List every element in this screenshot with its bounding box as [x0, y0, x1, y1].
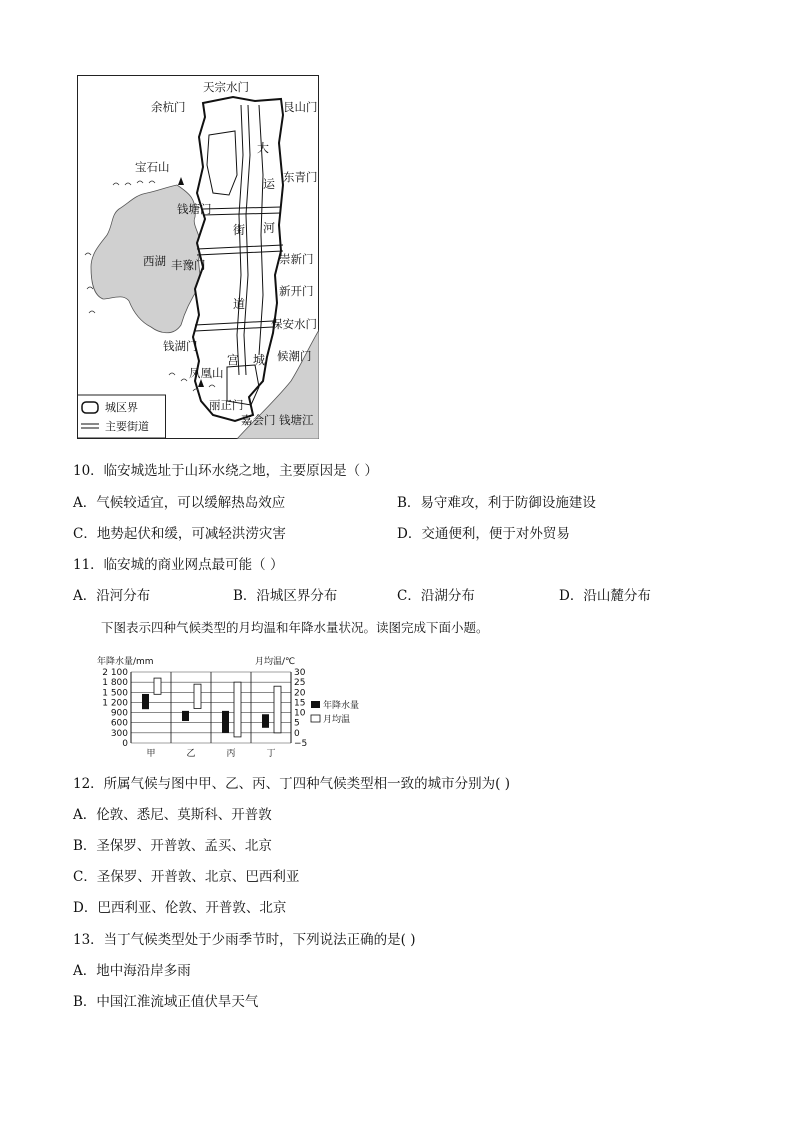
q12-option-a[interactable]: A．伦敦、悉尼、莫斯科、开普敦 — [73, 807, 272, 823]
chart-intro: 下图表示四种气候类型的月均温和年降水量状况。读图完成下面小题。 — [101, 620, 489, 635]
q12-option-c[interactable]: C．圣保罗、开普敦、北京、巴西利亚 — [73, 869, 300, 885]
canal-char-1: 大 — [257, 141, 270, 155]
left-tick-label: 1 500 — [102, 688, 128, 699]
climate-chart — [95, 655, 370, 760]
label-xinkai-gate: 新开门 — [279, 284, 314, 298]
q11-option-b[interactable]: B．沿城区界分布 — [233, 588, 338, 604]
chart-ylabel-right: 月均温/℃ — [255, 657, 296, 667]
q10-option-c[interactable]: C．地势起伏和缓，可减轻洪涝灾害 — [73, 526, 286, 542]
chart-ylabel-left: 年降水量/mm — [97, 657, 154, 667]
q11-option-c[interactable]: C．沿湖分布 — [397, 588, 475, 604]
q12-option-d[interactable]: D．巴西利亚、伦敦、开普敦、北京 — [73, 900, 287, 916]
street-char-2: 道 — [233, 297, 246, 311]
label-tianzong-water-gate: 天宗水门 — [203, 80, 249, 94]
precip-bar-甲 — [142, 694, 149, 709]
label-qiantang-river: 钱塘江 — [279, 413, 314, 427]
precip-bar-丙 — [222, 711, 229, 733]
baoshi-mountain-marker — [178, 177, 184, 185]
right-tick-label: 30 — [294, 668, 306, 678]
temp-bar-甲 — [154, 678, 161, 694]
right-tick-label: 0 — [294, 728, 300, 739]
label-west-lake: 西湖 — [143, 254, 166, 268]
left-tick-label: 2 100 — [102, 668, 128, 678]
legend-precip-label: 年降水量 — [323, 701, 360, 711]
label-chongxin-gate: 崇新门 — [279, 252, 314, 266]
left-tick-label: 300 — [110, 728, 128, 739]
palace-char-2: 城 — [253, 353, 266, 367]
q11-option-d[interactable]: D．沿山麓分布 — [559, 588, 651, 604]
label-houchao-gate: 候潮门 — [277, 349, 312, 363]
q13-stem: 13．当丁气候类型处于少雨季节时，下列说法正确的是( ) — [73, 932, 416, 948]
precip-bar-乙 — [182, 711, 189, 721]
label-baoan-water-gate: 保安水门 — [271, 317, 317, 331]
right-tick-label: 5 — [294, 718, 300, 729]
q10-stem: 10．临安城选址于山环水绕之地，主要原因是（ ） — [73, 463, 378, 479]
label-qianhu-gate: 钱湖门 — [163, 339, 198, 353]
legend-temp-swatch — [311, 715, 320, 722]
label-dongqing-gate: 东青门 — [283, 170, 318, 184]
lin-an-city-map — [77, 75, 319, 439]
precip-bar-丁 — [262, 714, 269, 728]
left-tick-label: 0 — [122, 739, 128, 749]
temp-bar-丙 — [234, 682, 241, 737]
legend-precip-swatch — [311, 701, 320, 708]
climate-chart-svg — [95, 655, 370, 760]
q12-option-b[interactable]: B．圣保罗、开普敦、孟买、北京 — [73, 838, 272, 854]
left-tick-label: 1 800 — [102, 678, 128, 689]
palace-char-1: 宫 — [227, 353, 240, 367]
label-fenghuang-mountain: 凤凰山 — [189, 366, 224, 380]
temp-bar-乙 — [194, 684, 201, 708]
left-tick-label: 900 — [110, 708, 128, 719]
left-tick-label: 1 200 — [102, 698, 128, 709]
label-baoshi-mountain: 宝石山 — [135, 160, 170, 174]
label-fengyu-gate: 丰豫门 — [171, 258, 206, 272]
canal-char-2: 运 — [263, 177, 276, 191]
right-tick-label: 10 — [294, 708, 306, 719]
label-qiantang-gate: 钱塘门 — [177, 202, 212, 216]
q13-option-a[interactable]: A．地中海沿岸多雨 — [73, 963, 191, 979]
category-label: 丁 — [266, 749, 276, 759]
label-lizheng-gate: 丽正门 — [209, 398, 244, 412]
street-char-1: 街 — [233, 223, 246, 237]
canal-char-3: 河 — [263, 221, 276, 235]
category-label: 甲 — [146, 749, 156, 759]
q11-option-a[interactable]: A．沿河分布 — [73, 588, 151, 604]
right-tick-label: 25 — [294, 678, 306, 689]
right-tick-label: 15 — [294, 698, 306, 709]
legend-temp-label: 月均温 — [323, 715, 351, 725]
label-genshan-gate: 艮山门 — [283, 100, 318, 114]
q12-stem: 12．所属气候与图中甲、乙、丙、丁四种气候类型相一致的城市分别为( ) — [73, 776, 511, 792]
category-label: 乙 — [186, 749, 196, 759]
q13-option-b[interactable]: B．中国江淮流域正值伏旱天气 — [73, 994, 259, 1010]
q10-option-d[interactable]: D．交通便利，便于对外贸易 — [397, 526, 570, 542]
right-tick-label: −5 — [294, 739, 308, 749]
legend-city-boundary: 城区界 — [105, 401, 138, 414]
q10-option-a[interactable]: A．气候较适宜，可以缓解热岛效应 — [73, 495, 286, 511]
temp-bar-丁 — [274, 686, 281, 733]
label-jiahui-gate: 嘉会门 — [241, 413, 276, 427]
category-label: 丙 — [226, 749, 236, 759]
label-yuhang-gate: 余杭门 — [151, 100, 186, 114]
q10-option-b[interactable]: B．易守难攻，利于防御设施建设 — [397, 495, 596, 511]
left-tick-label: 600 — [110, 718, 128, 729]
right-tick-label: 20 — [294, 688, 306, 699]
legend-main-street: 主要街道 — [105, 420, 149, 433]
q11-stem: 11．临安城的商业网点最可能（ ） — [73, 557, 284, 573]
